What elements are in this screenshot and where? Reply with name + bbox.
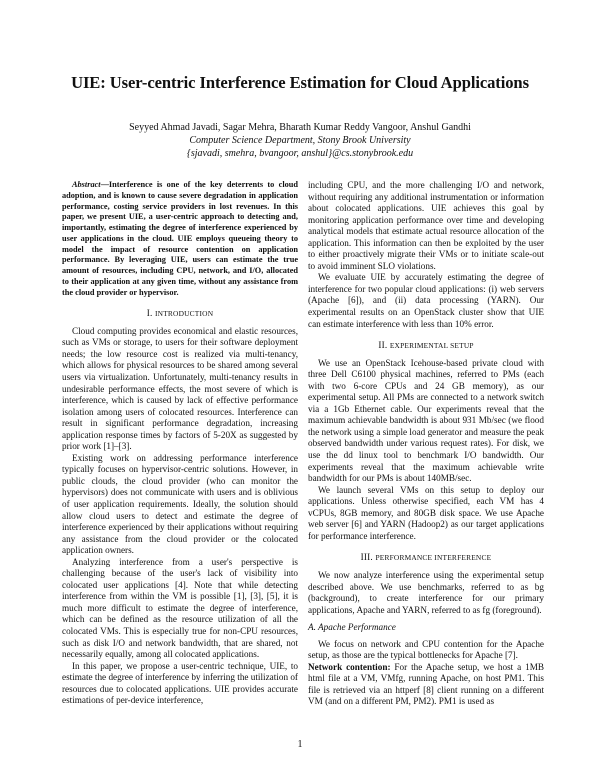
page-number: 1: [297, 739, 303, 750]
network-contention-text: For the Apache setup, we host a 1MB html file at a VM, VMfg, running Apache, on host PM1. This file is retrieved via an httperf [8] client running on a different VM (and on a different PM, PM2). PM1 is used as: [308, 661, 544, 707]
section-heading-performance: [308, 552, 544, 564]
section-number: II.: [378, 340, 388, 351]
paper-title: UIE: User-centric Interference Estimation for Cloud Applications: [71, 73, 529, 92]
apache-paragraph-1: We focus on network and CPU contention for the Apache setup, as those are the typical bottlenecks for Apache [7].: [308, 638, 544, 661]
abstract-text: —Interference is one of the key deterrents to cloud adoption, and is known to cause severe degradation in application performance, costing service providers in lost revenues. In this paper, we present UIE, a user-centric approach to detecting and, importantly, estimating the degree of interference experienced by user applications in the cloud. UIE employs queueing theory to model the impact of resource contention on application performance. By leveraging UIE, users can estimate the true amount of resources, including CPU, network, and I/O, allocated to their application at any given time, without any assistance from the cloud provider or hypervisor.: [62, 180, 298, 297]
setup-paragraph-2: We launch several VMs on this setup to deploy our applications. Unless otherwise specified, each VM has 4 vCPUs, 8GB memory, and 80GB disk space. We use Apache web server [6] and YARN (Hadoop2) as our target applications for performance interference.: [308, 484, 544, 541]
subsection-heading-apache: A. Apache Performance: [308, 622, 396, 633]
section-number: I.: [146, 308, 153, 319]
intro-paragraph-1: Cloud computing provides economical and elastic resources, such as VMs or storage, to users for their software deployment needs; the low resource cost is realized via multi-tenancy, which allows for physical resources to be shared among several users via virtualization. Unfortunately, multi-tenancy results in undesirable performance effects, the most severe of which is interference, which is caused by lack of effective performance isolation among users of colocated resources. Interference can result in significant performance degradation, increasing application response times by factors of 5-20X as suggested by prior work [1]–[3].: [62, 325, 298, 452]
intro-paragraph-5: including CPU, and the more challenging I/O and network, without requiring any additional instrumentation or information about colocated applications. UIE achieves this goal by monitoring application performance over time and developing analytical models that estimate actual resource allocation of the application. This information can then be exploited by the user to either proactively migrate their VMs or to initiate scale-out to avoid imminent SLO violations.: [308, 180, 544, 271]
author-emails: {sjavadi, smehra, bvangoor, anshul}@cs.stonybrook.edu: [186, 148, 414, 159]
section-title: INTRODUCTION: [155, 309, 214, 319]
section-title: PERFORMANCE INTERFERENCE: [375, 553, 492, 563]
section-heading-setup: [308, 340, 544, 352]
section-title: EXPERIMENTAL SETUP: [389, 341, 474, 351]
right-column: [308, 180, 544, 708]
intro-paragraph-2: Existing work on addressing performance interference typically focuses on hypervisor-centric solutions. However, in public clouds, the cloud provider (who can monitor the hypervisors) does not communicate with users and is oblivious of user application requirements. Ideally, the solution should allow cloud users to detect and estimate the degree of interference experienced by their applications without requiring any assistance from the cloud provider or the colocated application owners.: [62, 452, 298, 556]
intro-paragraph-4: In this paper, we propose a user-centric technique, UIE, to estimate the degree of interference by inferring the utilization of resources due to colocated applications. UIE provides accurate estimations of per-device interference,: [62, 660, 298, 706]
author-list: Seyyed Ahmad Javadi, Sagar Mehra, Bharath Kumar Reddy Vangoor, Anshul Gandhi: [129, 122, 471, 133]
abstract: [62, 180, 298, 298]
section-number: III.: [360, 552, 373, 563]
intro-paragraph-3: Analyzing interference from a user's perspective is challenging because of the user's lack of visibility into colocated user applications [4]. Note that while detecting interference from within the VM is possible [1], [3], [5], it is much more difficult to estimate the degree of interference, which can be defined as the resource utilization of all the colocated VMs. This is especially true for non-CPU resources, such as disk I/O and network bandwidth, that are shared, not necessarily equally, among all colocated applications.: [62, 556, 298, 660]
affiliation: Computer Science Department, Stony Brook University: [189, 135, 411, 146]
section-heading-introduction: [62, 308, 298, 320]
network-contention-lead: Network contention:: [308, 661, 391, 672]
intro-paragraph-6: We evaluate UIE by accurately estimating the degree of interference for two popular cloud applications: (i) web servers (Apache [6]), and (ii) data processing (YARN). Our experimental results on an OpenStack cluster show that UIE can estimate interference with less than 10% error.: [308, 272, 544, 329]
abstract-label: Abstract: [72, 180, 101, 189]
perf-paragraph-1: We now analyze interference using the experimental setup described above. We use benchmarks, referred to as bg (background), to create interference for our primary applications, Apache and YARN, referred to as fg (foreground).: [308, 569, 544, 615]
apache-paragraph-2: [308, 662, 544, 708]
setup-paragraph-1: We use an OpenStack Icehouse-based private cloud with three Dell C6100 physical machines, referred to PMs (each with two 6-core CPUs and 24 GB memory), as our experimental setup. All PMs are connected to a network switch via a 1Gb Ethernet cable. Our experiments reveal that the maximum achievable bandwidth is about 931 Mb/sec (we flood the network using a simple load generator and measure the peak observed bandwidth under various request rates). For disk, we use the dd linux tool to benchmark I/O bandwidth. Our experiments reveal that the maximum achievable write bandwidth for our PMs is about 140MB/sec.: [308, 357, 544, 484]
left-column: [62, 180, 298, 707]
